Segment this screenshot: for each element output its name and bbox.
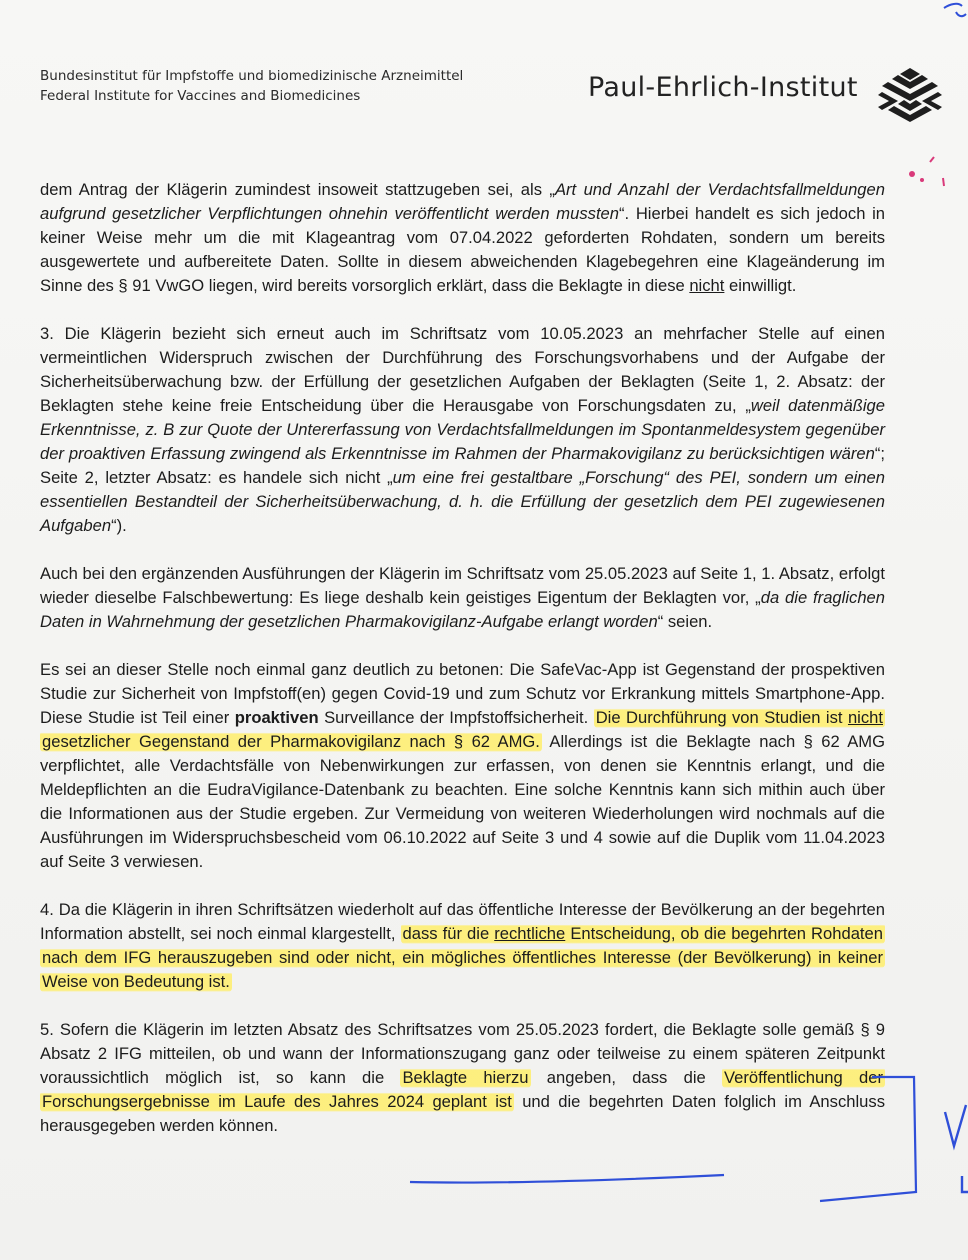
text-segment: Allerdings ist die Beklagte nach § 62 AMG verpflichtet, alle Verdachtsfälle von Nebenwirkungen zur erfassen, von denen sie Kenntnis erlangt, und die Meldepflichten an die EudraVigilance-Datenbank zu beachten. Eine solche Kenntnis kann sich mithin auch über die Informationen aus der Studie ergeben. Zur Vermeidung von weiteren Wiederholungen wird nochmals auf die Ausführungen im Widerspruchsbescheid vom 06.10.2022 auf Seite 3 und 4 sowie auf die Duplik vom 11.04.2023 auf Seite 3 verwiesen.	[40, 732, 885, 871]
pen-mark-top-right	[944, 4, 962, 8]
pen-check-mark	[945, 1105, 966, 1146]
pen-tick	[930, 157, 934, 162]
text-segment: “).	[111, 516, 127, 535]
text-segment: “; Seite 2, letzter Absatz: es handele sich nicht „	[40, 444, 885, 487]
underlined-word: nicht	[847, 708, 883, 727]
highlight-segment: dass für die	[402, 924, 495, 943]
letterhead-institute-text	[40, 66, 463, 106]
quoted-text: Art und Anzahl der Verdachtsfallmeldungen aufgrund gesetzlicher Verpflichtungen ohnehin veröffentlicht werden mussten	[40, 180, 885, 223]
text-segment: Auch bei den ergänzenden Ausführungen der Klägerin im Schriftsatz vom 25.05.2023 auf Seite 1, 1. Absatz, erfolgt wieder dieselbe Falschbewertung: Es liege deshalb kein geistiges Eigentum der Beklagten vor, „	[40, 564, 885, 607]
paragraph-point-3	[40, 322, 885, 538]
pen-mark-top-right-2	[956, 12, 966, 16]
paragraph-point-4	[40, 898, 885, 994]
underlined-word: nicht	[689, 276, 725, 295]
letter-body	[40, 178, 885, 1162]
paragraph-antrag	[40, 178, 885, 298]
paragraph-supplementary	[40, 562, 885, 634]
highlighted-text: Beklagte hierzu	[402, 1068, 529, 1087]
quoted-text: da die fraglichen Daten in Wahrnehmung der gesetzlichen Pharmakovigilanz-Aufgabe erlangt worden	[40, 588, 886, 631]
pen-mark	[962, 1176, 968, 1192]
paragraph-safevac	[40, 658, 885, 874]
text-segment: 4. Da die Klägerin in ihren Schriftsätzen wiederholt auf das öffentliche Interesse der Bevölkerung an der begehrten Information abstellt, sei noch einmal klargestellt,	[40, 900, 885, 943]
text-segment: “ seien.	[657, 612, 713, 631]
text-segment: Surveillance der Impfstoffsicherheit.	[318, 708, 594, 727]
pen-underline	[410, 1175, 724, 1183]
pen-tick	[943, 178, 944, 186]
quoted-text: weil datenmäßige Erkenntnisse, z. B zur Quote der Untererfassung von Verdachtsfallmeldungen im Spontanmeldesystem gegenüber der proaktiven Erfassung zwingend als Erkenntnisse im Rahmen der Pharmakovigilanz zu berücksichtigen wären	[40, 396, 885, 463]
underlined-word: rechtliche	[494, 924, 566, 943]
text-segment: dem Antrag der Klägerin zumindest insoweit stattzugeben sei, als „	[40, 180, 555, 199]
pen-dot	[909, 171, 915, 177]
text-segment: angeben, dass die	[530, 1068, 723, 1087]
pei-logo-icon	[876, 66, 944, 122]
highlight-segment: Die Durchführung von Studien ist	[595, 708, 848, 727]
text-segment: und die begehrten Daten folglich im Anschluss herausgegeben werden können.	[40, 1092, 885, 1135]
institute-wordmark: Paul-Ehrlich-Institut	[588, 72, 858, 103]
institute-name-german: Bundesinstitut für Impfstoffe und biomedizinische Arzneimittel	[40, 68, 464, 84]
text-segment: 3. Die Klägerin bezieht sich erneut auch im Schriftsatz vom 10.05.2023 an mehrfacher Stelle auf einen vermeintlichen Widerspruch zwischen der Durchführung des Forschungsvorhabens und der Aufgabe der Sicherheitsüberwachung bzw. der Erfüllung der gesetzlichen Aufgaben der Beklagten (Seite 1, 2. Absatz: der Beklagten stehe keine freie Entscheidung über die Herausgabe von Forschungsdaten zu, „	[40, 324, 885, 415]
bold-word: proaktiven	[234, 708, 319, 727]
text-segment: 5. Sofern die Klägerin im letzten Absatz des Schriftsatzes vom 25.05.2023 fordert, die Beklagte solle gemäß § 9 Absatz 2 IFG mitteilen, ob und wann der Informationszugang ganz oder teilweise zu einem späteren Zeitpunkt voraussichtlich möglich ist, so kann die	[40, 1020, 885, 1087]
highlighted-text: Veröffentlichung der Forschungsergebnisse im Laufe des Jahres 2024 geplant ist	[42, 1068, 883, 1111]
highlight-segment: gesetzlicher Gegenstand der Pharmakovigilanz nach § 62 AMG.	[42, 732, 540, 751]
institute-name-english: Federal Institute for Vaccines and Biomedicines	[40, 88, 361, 104]
pen-dot	[920, 178, 924, 182]
highlight-segment: Entscheidung, ob die begehrten Rohdaten nach dem IFG herauszugeben sind oder nicht, ein mögliches öffentliches Interesse (der Bevölkerung) in keiner Weise von Bedeutung ist.	[42, 924, 883, 991]
quoted-text: um eine frei gestaltbare „Forschung“ des PEI, sondern um einen essentiellen Bestandteil der Sicherheitsüberwachung, d. h. die Erfüllung der gesetzlich dem PEI zugewiesenen Aufgaben	[40, 468, 885, 535]
paragraph-point-5	[40, 1018, 885, 1138]
text-segment: “. Hierbei handelt es sich jedoch in keiner Weise mehr um die mit Klageantrag vom 07.04.2022 geforderten Rohdaten, sondern um bereits ausgewertete und aufbereitete Daten. Sollte in diesem abweichenden Klagebegehren eine Klageänderung im Sinne des § 91 VwGO liegen, wird bereits vorsorglich erklärt, dass die Beklagte in diese	[40, 204, 885, 295]
text-segment: einwilligt.	[724, 276, 797, 295]
text-segment: Es sei an dieser Stelle noch einmal ganz deutlich zu betonen: Die SafeVac-App ist Gegenstand der prospektiven Studie zur Sicherheit von Impfstoff(en) gegen Covid-19 und zum Schutz vor Erkrankung mittels Smartphone-App. Diese Studie ist Teil einer	[40, 660, 885, 727]
